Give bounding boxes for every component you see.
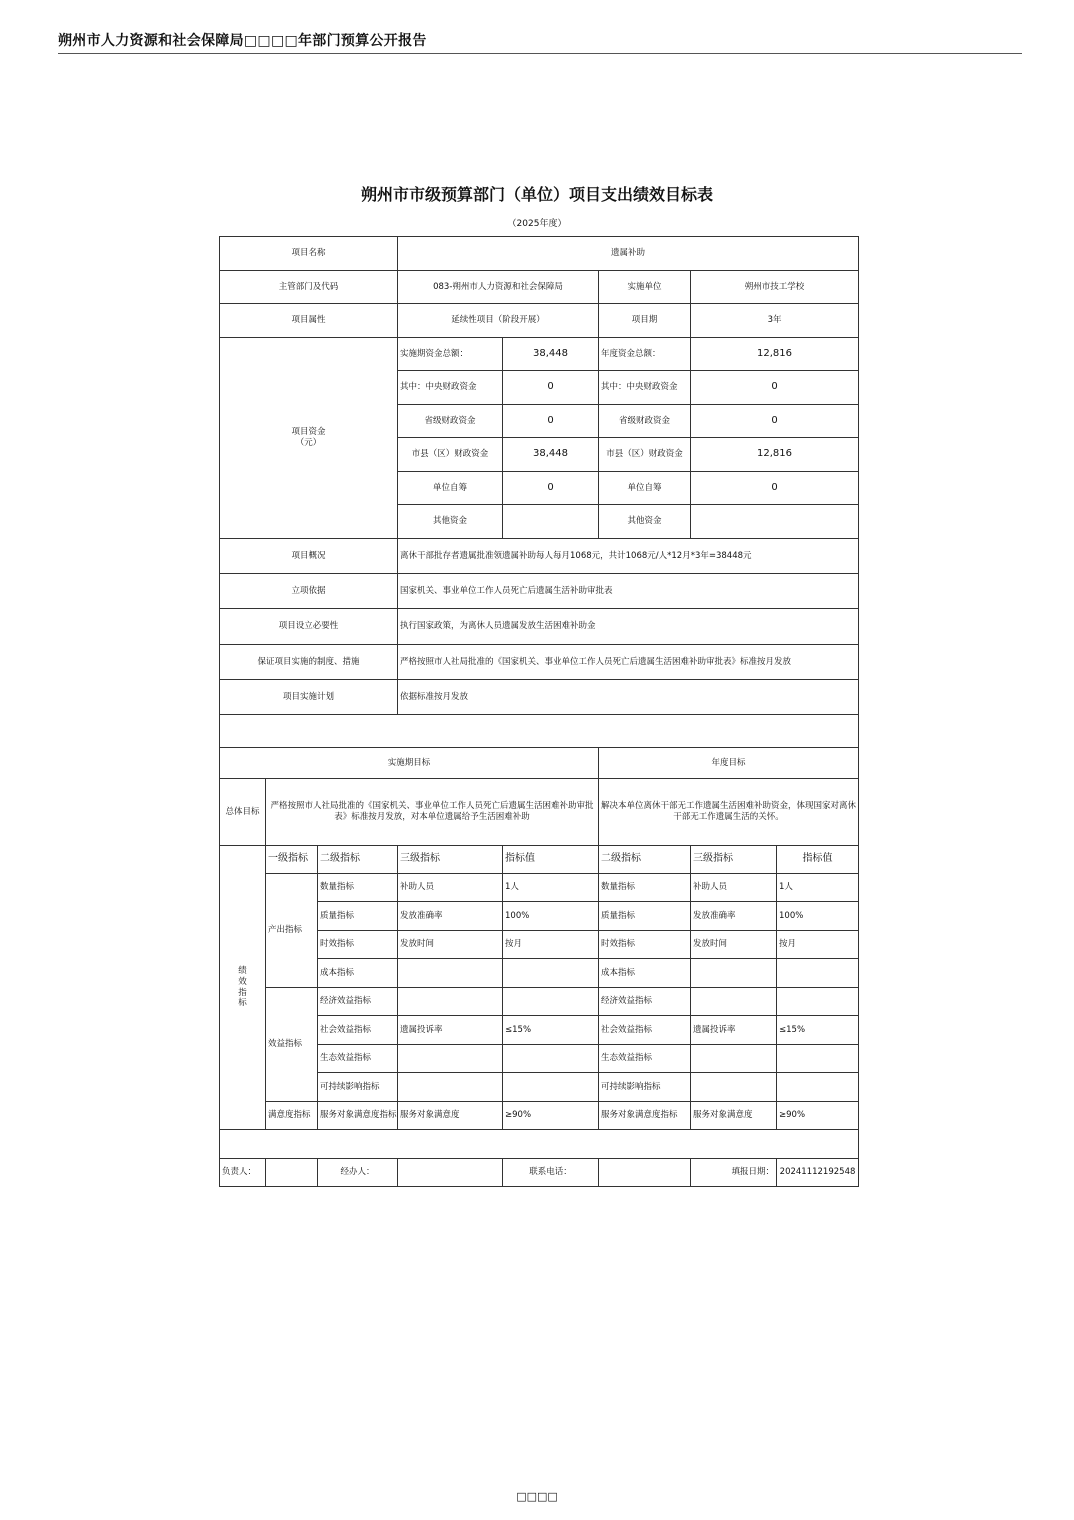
period-label: 项目期 bbox=[599, 304, 691, 338]
annual-total-label: 年度资金总额： bbox=[599, 338, 691, 371]
form-title: 朔州市市级预算部门（单位）项目支出绩效目标表 bbox=[360, 185, 713, 204]
impl-unit-label: 实施单位 bbox=[599, 271, 691, 304]
handler-value bbox=[398, 1159, 503, 1187]
annual-other-label: 其他资金 bbox=[599, 505, 691, 539]
table-row-annual-l3: 遗属投诉率 bbox=[691, 1016, 777, 1045]
table-row-annual-l3 bbox=[691, 988, 777, 1016]
table-row-annual-value: 1人 bbox=[777, 874, 859, 902]
col-header-annual-l2: 二级指标 bbox=[599, 846, 691, 874]
funds-central-label: 其中：中央财政资金 bbox=[398, 371, 503, 405]
measures-value: 严格按照市人社局批准的《国家机关、事业单位工作人员死亡后遗属生活困难补助审批表》标准按月发放 bbox=[398, 645, 859, 680]
table-row-annual-l3: 发放准确率 bbox=[691, 902, 777, 931]
table-row-annual-value: 按月 bbox=[777, 931, 859, 959]
table-row-l2: 服务对象满意度指标 bbox=[318, 1102, 398, 1130]
funds-provincial-value: 0 bbox=[503, 405, 599, 438]
basis-label: 立项依据 bbox=[220, 574, 398, 609]
annual-total-value: 12,816 bbox=[691, 338, 859, 371]
dept-label: 主管部门及代码 bbox=[220, 271, 398, 304]
table-row-l2: 质量指标 bbox=[318, 902, 398, 931]
plan-value: 依据标准按月发放 bbox=[398, 680, 859, 715]
table-row-annual-l3 bbox=[691, 1073, 777, 1102]
attr-value: 延续性项目（阶段开展） bbox=[398, 304, 599, 338]
table-row-l3 bbox=[398, 1045, 503, 1073]
funds-self-label: 单位自筹 bbox=[398, 472, 503, 505]
table-row-value: ≥90% bbox=[503, 1102, 599, 1130]
table-row-value: ≤15% bbox=[503, 1016, 599, 1045]
funds-other-label: 其他资金 bbox=[398, 505, 503, 539]
table-row-annual-l2: 数量指标 bbox=[599, 874, 691, 902]
table-row-value: 100% bbox=[503, 902, 599, 931]
page-number: □□□□ bbox=[516, 1490, 558, 1503]
table-row-l2: 可持续影响指标 bbox=[318, 1073, 398, 1102]
table-row-annual-value bbox=[777, 1073, 859, 1102]
col-header-annual-l3: 三级指标 bbox=[691, 846, 777, 874]
table-row-annual-l2: 生态效益指标 bbox=[599, 1045, 691, 1073]
table-row-value bbox=[503, 988, 599, 1016]
table-row-l2: 时效指标 bbox=[318, 931, 398, 959]
output-indicator-label: 产出指标 bbox=[266, 874, 318, 988]
table-row-l3: 遗属投诉率 bbox=[398, 1016, 503, 1045]
funds-self-value: 0 bbox=[503, 472, 599, 505]
performance-target-table bbox=[219, 236, 859, 1187]
table-row-l3: 发放时间 bbox=[398, 931, 503, 959]
funds-other-value bbox=[503, 505, 599, 539]
table-row-l3 bbox=[398, 988, 503, 1016]
dept-value: 083-朔州市人力资源和社会保障局 bbox=[398, 271, 599, 304]
overall-goal-label: 总体目标 bbox=[220, 779, 266, 846]
impl-unit-value: 朔州市技工学校 bbox=[691, 271, 859, 304]
table-row-annual-l2: 质量指标 bbox=[599, 902, 691, 931]
table-row-l3: 服务对象满意度 bbox=[398, 1102, 503, 1130]
annual-city-value: 12,816 bbox=[691, 438, 859, 472]
table-row-annual-l3: 发放时间 bbox=[691, 931, 777, 959]
table-row-annual-l2: 社会效益指标 bbox=[599, 1016, 691, 1045]
benefit-indicator-label: 效益指标 bbox=[266, 988, 318, 1102]
table-row-annual-value: ≤15% bbox=[777, 1016, 859, 1045]
period-value: 3年 bbox=[691, 304, 859, 338]
table-row-l3 bbox=[398, 1073, 503, 1102]
funds-city-value: 38,448 bbox=[503, 438, 599, 472]
table-row-l2: 经济效益指标 bbox=[318, 988, 398, 1016]
attr-label: 项目属性 bbox=[220, 304, 398, 338]
perf-indicator-label: 绩 效 指 标 bbox=[220, 846, 266, 1130]
funds-city-label: 市县（区）财政资金 bbox=[398, 438, 503, 472]
funds-provincial-label: 省级财政资金 bbox=[398, 405, 503, 438]
necessity-label: 项目设立必要性 bbox=[220, 609, 398, 645]
table-row-l3 bbox=[398, 959, 503, 988]
table-row-value: 1人 bbox=[503, 874, 599, 902]
table-row-value bbox=[503, 1073, 599, 1102]
table-row-annual-l3: 服务对象满意度 bbox=[691, 1102, 777, 1130]
annual-other-value bbox=[691, 505, 859, 539]
table-row-l2: 数量指标 bbox=[318, 874, 398, 902]
annual-central-value: 0 bbox=[691, 371, 859, 405]
table-row-annual-value bbox=[777, 1045, 859, 1073]
phone-label: 联系电话： bbox=[503, 1159, 599, 1187]
table-row-l2: 生态效益指标 bbox=[318, 1045, 398, 1073]
col-header-l1: 一级指标 bbox=[266, 846, 318, 874]
date-value: 20241112192548 bbox=[777, 1159, 859, 1187]
blank-row bbox=[220, 715, 859, 748]
funds-total-value: 38,448 bbox=[503, 338, 599, 371]
handler-label: 经办人： bbox=[318, 1159, 398, 1187]
table-row-annual-l3 bbox=[691, 1045, 777, 1073]
col-header-annual-value: 指标值 bbox=[777, 846, 859, 874]
impl-goal-header: 实施期目标 bbox=[220, 748, 599, 779]
plan-label: 项目实施计划 bbox=[220, 680, 398, 715]
table-row-value: 按月 bbox=[503, 931, 599, 959]
funds-central-value: 0 bbox=[503, 371, 599, 405]
overall-goal-impl: 严格按照市人社局批准的《国家机关、事业单位工作人员死亡后遗属生活困难补助审批表》标准按月发放，对本单位遗属给予生活困难补助 bbox=[266, 779, 599, 846]
table-row-l2: 社会效益指标 bbox=[318, 1016, 398, 1045]
table-row-annual-l3 bbox=[691, 959, 777, 988]
annual-city-label: 市县（区）财政资金 bbox=[599, 438, 691, 472]
table-row-l3: 补助人员 bbox=[398, 874, 503, 902]
table-row-annual-l2: 成本指标 bbox=[599, 959, 691, 988]
table-row-annual-value: ≥90% bbox=[777, 1102, 859, 1130]
form-year: （2025年度） bbox=[507, 219, 567, 229]
table-row-l3: 发放准确率 bbox=[398, 902, 503, 931]
satisfaction-indicator-label: 满意度指标 bbox=[266, 1102, 318, 1130]
annual-provincial-label: 省级财政资金 bbox=[599, 405, 691, 438]
annual-self-label: 单位自筹 bbox=[599, 472, 691, 505]
annual-provincial-value: 0 bbox=[691, 405, 859, 438]
annual-goal-header: 年度目标 bbox=[599, 748, 859, 779]
table-row-annual-l2: 经济效益指标 bbox=[599, 988, 691, 1016]
date-label: 填报日期： bbox=[691, 1159, 777, 1187]
table-row-annual-l2: 可持续影响指标 bbox=[599, 1073, 691, 1102]
table-row-annual-l2: 服务对象满意度指标 bbox=[599, 1102, 691, 1130]
measures-label: 保证项目实施的制度、措施 bbox=[220, 645, 398, 680]
overview-label: 项目概况 bbox=[220, 539, 398, 574]
table-row-value bbox=[503, 1045, 599, 1073]
overview-value: 离休干部批存者遗属批准领遗属补助每人每月1068元，共计1068元/人*12月*3年=38448元 bbox=[398, 539, 859, 574]
table-row-annual-value bbox=[777, 988, 859, 1016]
basis-value: 国家机关、事业单位工作人员死亡后遗属生活补助审批表 bbox=[398, 574, 859, 609]
table-row-annual-value: 100% bbox=[777, 902, 859, 931]
annual-self-value: 0 bbox=[691, 472, 859, 505]
col-header-l2: 二级指标 bbox=[318, 846, 398, 874]
funds-label: 项目资金 （元） bbox=[220, 338, 398, 539]
blank-row bbox=[220, 1130, 859, 1159]
table-row-annual-l2: 时效指标 bbox=[599, 931, 691, 959]
annual-central-label: 其中：中央财政资金 bbox=[599, 371, 691, 405]
leader-value bbox=[266, 1159, 318, 1187]
project-name-label: 项目名称 bbox=[220, 237, 398, 271]
leader-label: 负责人： bbox=[220, 1159, 266, 1187]
necessity-value: 执行国家政策，为离休人员遗属发放生活困难补助金 bbox=[398, 609, 859, 645]
phone-value bbox=[599, 1159, 691, 1187]
funds-total-label: 实施期资金总额： bbox=[398, 338, 503, 371]
table-row-annual-value bbox=[777, 959, 859, 988]
header-divider bbox=[58, 53, 1022, 54]
table-row-value bbox=[503, 959, 599, 988]
col-header-l3: 三级指标 bbox=[398, 846, 503, 874]
overall-goal-annual: 解决本单位离休干部无工作遗属生活困难补助资金，体现国家对离休干部无工作遗属生活的关怀。 bbox=[599, 779, 859, 846]
table-row-l2: 成本指标 bbox=[318, 959, 398, 988]
col-header-value: 指标值 bbox=[503, 846, 599, 874]
page-header-title: 朔州市人力资源和社会保障局□□□□年部门预算公开报告 bbox=[58, 33, 427, 49]
table-row-annual-l3: 补助人员 bbox=[691, 874, 777, 902]
project-name-value: 遗属补助 bbox=[398, 237, 859, 271]
